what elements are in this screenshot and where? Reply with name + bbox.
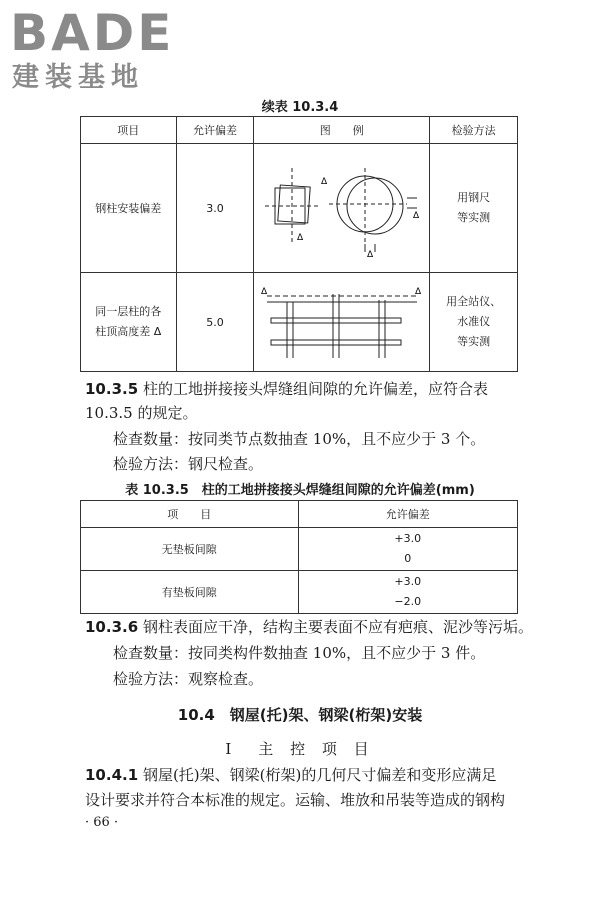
column-height-diagram xyxy=(257,282,427,362)
delta-label: Δ xyxy=(366,250,373,258)
table1-header-item: 项目 xyxy=(81,117,177,144)
table2-row2-item: 有垫板间隙 xyxy=(81,571,299,614)
delta-label: Δ xyxy=(296,233,303,243)
clause-number: 10.3.5 xyxy=(85,380,139,398)
clause-10-3-5 xyxy=(85,378,488,400)
table1-row2-item xyxy=(81,273,177,372)
subsection-title: Ⅰ 主 控 项 目 xyxy=(225,740,375,758)
section-title: 10.4 钢屋(托)架、钢梁(桁架)安装 xyxy=(177,706,423,724)
table2-header-row xyxy=(81,501,518,528)
table1-row1-item: 钢柱安装偏差 xyxy=(81,144,177,273)
table2-row2-values xyxy=(298,571,518,614)
table-row xyxy=(81,273,518,372)
table2-row1-values xyxy=(298,528,518,571)
column-top-height-figure xyxy=(254,273,430,372)
check-quantity: 检查数量：按同类节点数抽查 10%，且不应少于 3 个。 xyxy=(113,430,486,448)
clause-text-cont: 设计要求并符合本标准的规定。运输、堆放和吊装等造成的钢构 xyxy=(85,791,506,809)
page-number: · 66 · xyxy=(85,815,119,830)
table1-header-figure: 图 例 xyxy=(254,117,430,144)
clause-10-3-6 xyxy=(85,616,533,638)
logo-subtitle: 建装基地 xyxy=(12,62,144,93)
method-line: 水准仪 xyxy=(457,315,491,328)
table1-row1-method xyxy=(430,144,518,273)
clause-text-cont: 10.3.5 的规定。 xyxy=(85,404,198,422)
table2-caption: 表 10.3.5 柱的工地拼接接头焊缝组间隙的允许偏差(mm) xyxy=(125,483,475,498)
tolerance-upper: +3.0 xyxy=(394,575,422,588)
delta-label: Δ xyxy=(414,287,421,297)
check-method: 检验方法：钢尺检查。 xyxy=(113,455,264,473)
table1-header-tolerance: 允许偏差 xyxy=(176,117,254,144)
table1-header-method: 检验方法 xyxy=(430,117,518,144)
method-line: 用全站仪、 xyxy=(446,295,502,308)
logo-wordmark: BADE xyxy=(10,4,175,62)
clause-number: 10.3.6 xyxy=(85,618,139,636)
tolerance-lower: −2.0 xyxy=(394,595,422,608)
table-10-3-5 xyxy=(80,500,518,614)
tolerance-lower: 0 xyxy=(404,552,412,565)
table1-row2-tolerance: 5.0 xyxy=(176,273,254,372)
table-row xyxy=(81,528,518,571)
column-offset-figure xyxy=(254,144,430,273)
table-row xyxy=(81,144,518,273)
column-offset-diagram xyxy=(257,158,427,258)
method-line: 等实测 xyxy=(457,335,491,348)
method-line: 用钢尺 xyxy=(457,191,491,204)
table2-header-tolerance: 允许偏差 xyxy=(298,501,518,528)
clause-text: 钢屋(托)架、钢梁(桁架)的几何尺寸偏差和变形应满足 xyxy=(142,766,497,784)
table1-row1-tolerance: 3.0 xyxy=(176,144,254,273)
delta-label: Δ xyxy=(412,211,419,221)
table1-caption: 续表 10.3.4 xyxy=(261,100,339,115)
clause-text: 钢柱表面应干净，结构主要表面不应有疤痕、泥沙等污垢。 xyxy=(142,618,533,636)
tolerance-upper: +3.0 xyxy=(394,532,422,545)
clause-text: 柱的工地拼接接头焊缝组间隙的允许偏差，应符合表 xyxy=(142,380,488,398)
check-method: 检验方法：观察检查。 xyxy=(113,670,264,688)
method-line: 等实测 xyxy=(457,211,491,224)
table-10-3-4 xyxy=(80,116,518,372)
logo xyxy=(10,6,185,96)
clause-number: 10.4.1 xyxy=(85,766,139,784)
delta-label: Δ xyxy=(320,177,327,187)
table1-header-row xyxy=(81,117,518,144)
item-line: 同一层柱的各 xyxy=(95,305,162,318)
table2-row1-item: 无垫板间隙 xyxy=(81,528,299,571)
table-row xyxy=(81,571,518,614)
item-line: 柱顶高度差 Δ xyxy=(95,325,162,338)
clause-10-4-1 xyxy=(85,764,496,786)
check-quantity: 检查数量：按同类构件数抽查 10%，且不应少于 3 件。 xyxy=(113,644,486,662)
table1-row2-method xyxy=(430,273,518,372)
delta-label: Δ xyxy=(260,287,267,297)
table2-header-item: 项 目 xyxy=(81,501,299,528)
